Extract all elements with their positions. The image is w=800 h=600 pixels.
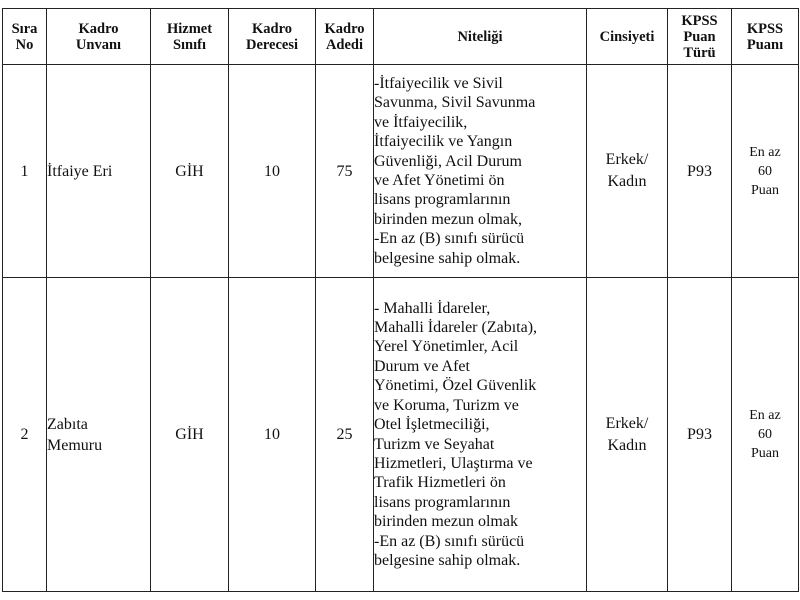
niteligi-line: Durum ve Afet (374, 357, 470, 375)
cell-kadro-adedi: 75 (316, 65, 374, 278)
header-hizmet-sinifi: Hizmet Sınıfı (151, 9, 229, 65)
cell-cinsiyeti: Erkek/ Kadın (587, 65, 668, 278)
niteligi-line: -En az (B) sınıfı sürücü (374, 532, 525, 550)
niteligi-line: Savunma, Sivil Savunma (374, 94, 536, 112)
header-sira-no: Sıra No (3, 9, 47, 65)
cell-kpss-puani: En az 60 Puan (732, 65, 799, 278)
niteligi-line: Trafik Hizmetleri ön (374, 474, 506, 492)
niteligi-line: Yönetimi, Özel Güvenlik (374, 377, 537, 395)
niteligi-line: ve İtfaiyecilik, (374, 113, 468, 131)
header-kadro-adedi: Kadro Adedi (316, 9, 374, 65)
cell-kadro-adedi: 25 (316, 278, 374, 592)
cell-niteligi (374, 278, 587, 592)
cell-kadro-derecesi: 10 (229, 278, 316, 592)
niteligi-line: -En az (B) sınıfı sürücü (374, 230, 525, 248)
header-kpss-puan-turu: KPSS Puan Türü (668, 9, 732, 65)
header-kadro-unvani: Kadro Unvanı (47, 9, 151, 65)
niteligi-line: ve Afet Yönetimi ön (374, 172, 505, 189)
niteligi-line: Hizmetleri, Ulaştırma ve (374, 454, 533, 472)
niteligi-line: - Mahalli İdareler, (374, 299, 491, 317)
niteligi-line: belgesine sahip olmak. (374, 551, 521, 569)
niteligi-line: ve Koruma, Turizm ve (374, 396, 519, 414)
niteligi-line: İtfaiyecilik ve Yangın (374, 133, 513, 151)
niteligi-line: Turizm ve Seyahat (374, 435, 495, 453)
header-row (3, 9, 799, 65)
header-niteligi: Niteliği (374, 9, 587, 65)
table-row (3, 278, 799, 592)
header-kpss-puani: KPSS Puanı (732, 9, 799, 65)
niteligi-line: -İtfaiyecilik ve Sivil (374, 74, 503, 92)
header-cinsiyeti: Cinsiyeti (587, 9, 668, 65)
cell-kadro-unvani: İtfaiye Eri (47, 65, 151, 278)
niteligi-line: lisans programlarının (374, 191, 511, 209)
cell-hizmet-sinifi: GİH (151, 278, 229, 592)
kadro-table (2, 8, 799, 592)
niteligi-line: lisans programlarının (374, 493, 511, 511)
niteligi-line: Otel İşletmeciliği, (374, 416, 490, 434)
niteligi-line: belgesine sahip olmak. (374, 249, 521, 267)
niteligi-line: birinden mezun olmak, (374, 210, 522, 228)
niteligi-line: Mahalli İdareler (Zabıta), (374, 319, 538, 337)
cell-cinsiyeti: Erkek/ Kadın (587, 278, 668, 592)
cell-kpss-puani: En az 60 Puan (732, 278, 799, 592)
cell-kpss-puan-turu: P93 (668, 65, 732, 278)
cell-sira-no: 2 (3, 278, 47, 592)
cell-niteligi (374, 65, 587, 278)
niteligi-line: birinden mezun olmak (374, 513, 518, 531)
cell-sira-no: 1 (3, 65, 47, 278)
cell-kadro-unvani: Zabıta Memuru (47, 278, 151, 592)
cell-kadro-derecesi: 10 (229, 65, 316, 278)
niteligi-line: Yerel Yönetimler, Acil (374, 338, 519, 356)
niteligi-line: Güvenliği, Acil Durum (374, 152, 522, 170)
cell-hizmet-sinifi: GİH (151, 65, 229, 278)
cell-kpss-puan-turu: P93 (668, 278, 732, 592)
header-kadro-derecesi: Kadro Derecesi (229, 9, 316, 65)
table-row (3, 65, 799, 278)
